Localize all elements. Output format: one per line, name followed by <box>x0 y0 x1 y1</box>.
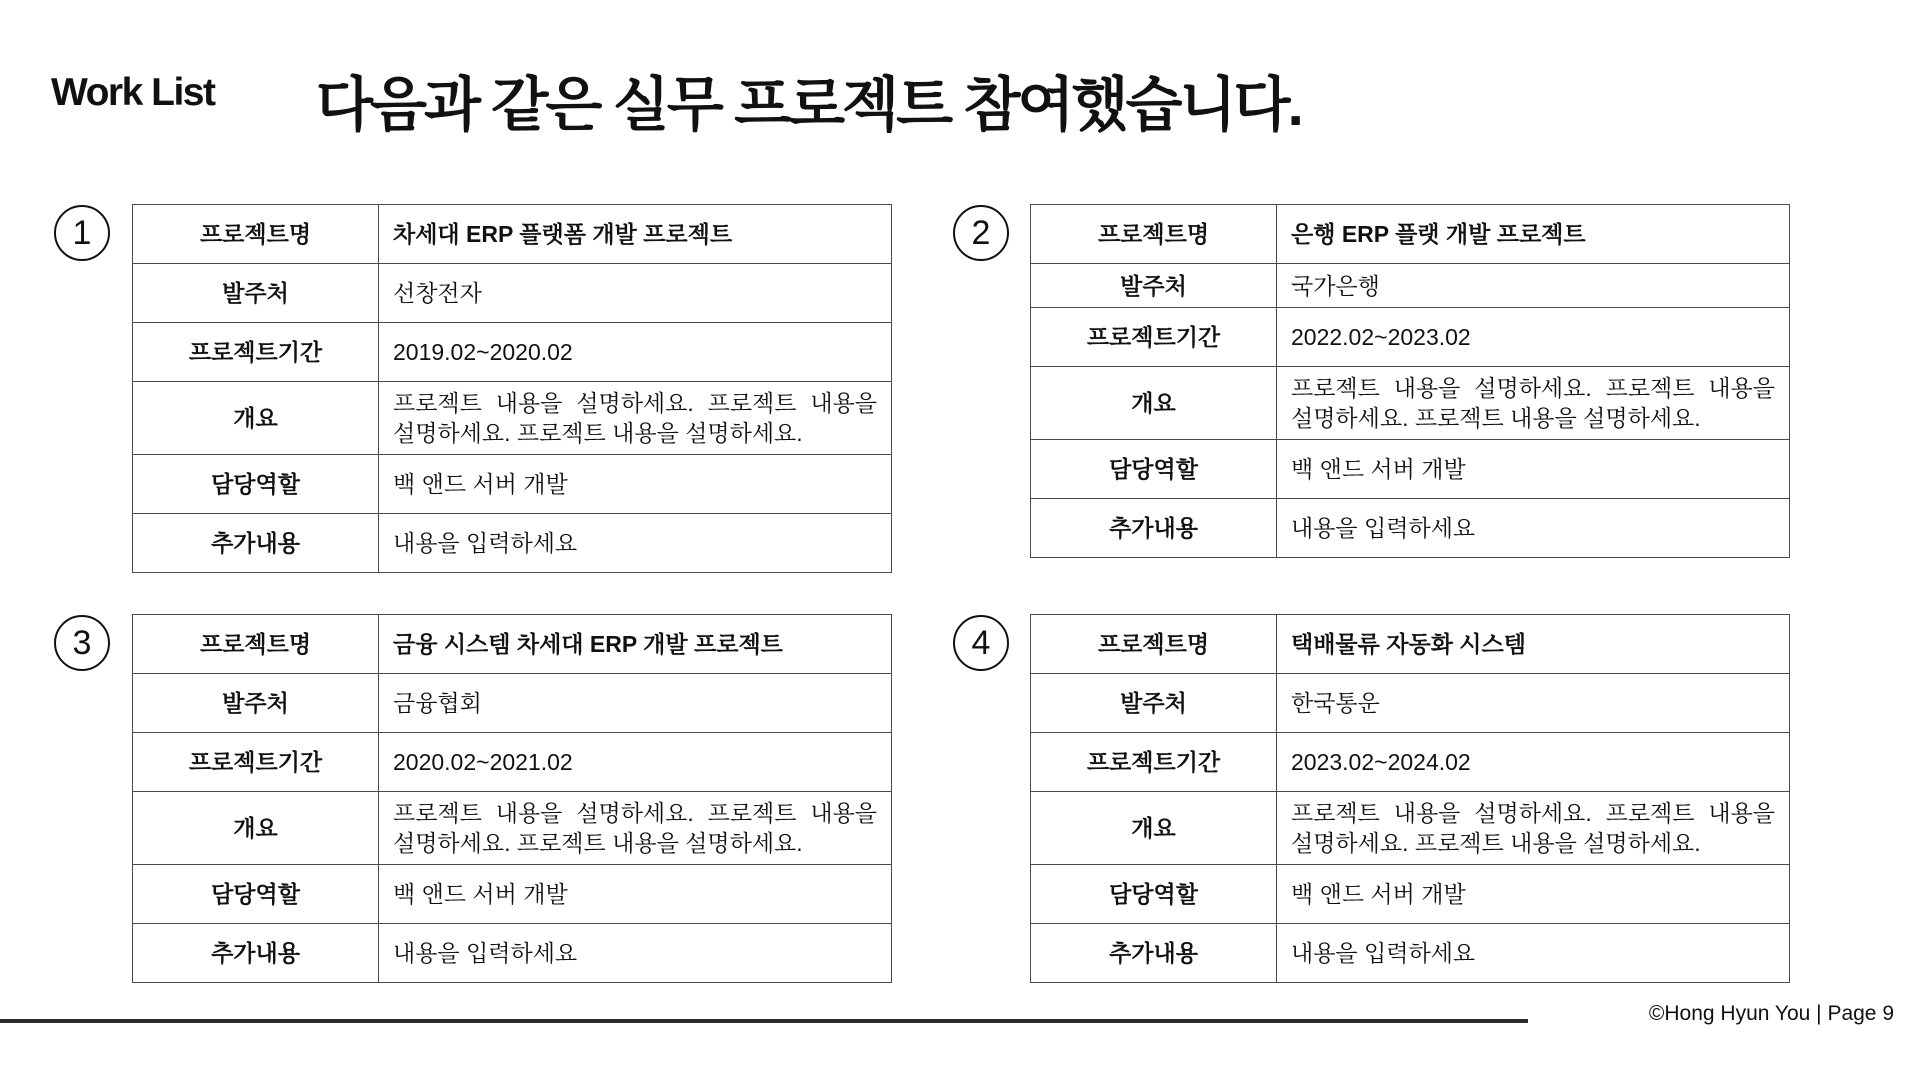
project-number-badge: 4 <box>953 615 1009 671</box>
extra-value: 내용을 입력하세요 <box>379 924 892 983</box>
period-value: 2023.02~2024.02 <box>1277 733 1790 792</box>
period-value: 2020.02~2021.02 <box>379 733 892 792</box>
period-label: 프로젝트기간 <box>1031 308 1277 367</box>
page-headline: 다음과 같은 실무 프로젝트 참여했습니다. <box>316 72 1301 138</box>
client-value: 국가은행 <box>1277 264 1790 308</box>
footer-divider <box>0 1019 1528 1023</box>
role-label: 담당역할 <box>1031 865 1277 924</box>
table-row <box>1031 615 1790 674</box>
extra-value: 내용을 입력하세요 <box>1277 924 1790 983</box>
project-table <box>132 614 892 983</box>
role-value: 백 앤드 서버 개발 <box>379 455 892 514</box>
project-name-value: 택배물류 자동화 시스템 <box>1277 615 1790 674</box>
project-name-label: 프로젝트명 <box>133 205 379 264</box>
table-row <box>1031 865 1790 924</box>
period-value: 2019.02~2020.02 <box>379 323 892 382</box>
client-label: 발주처 <box>133 674 379 733</box>
overview-value: 프로젝트 내용을 설명하세요. 프로젝트 내용을 설명하세요. 프로젝트 내용을 설명하세요. <box>1277 792 1790 865</box>
table-row <box>133 455 892 514</box>
role-label: 담당역할 <box>133 455 379 514</box>
table-row <box>1031 440 1790 499</box>
table-row <box>1031 499 1790 558</box>
extra-label: 추가내용 <box>133 924 379 983</box>
table-row <box>133 924 892 983</box>
project-name-value: 차세대 ERP 플랫폼 개발 프로젝트 <box>379 205 892 264</box>
project-number-badge: 3 <box>54 615 110 671</box>
table-row <box>1031 792 1790 865</box>
project-name-label: 프로젝트명 <box>1031 615 1277 674</box>
table-row <box>133 615 892 674</box>
project-name-value: 금융 시스템 차세대 ERP 개발 프로젝트 <box>379 615 892 674</box>
overview-label: 개요 <box>1031 792 1277 865</box>
overview-label: 개요 <box>133 792 379 865</box>
extra-value: 내용을 입력하세요 <box>379 514 892 573</box>
client-label: 발주처 <box>1031 674 1277 733</box>
table-row <box>1031 924 1790 983</box>
table-row <box>133 264 892 323</box>
extra-label: 추가내용 <box>133 514 379 573</box>
table-row <box>1031 674 1790 733</box>
period-value: 2022.02~2023.02 <box>1277 308 1790 367</box>
extra-value: 내용을 입력하세요 <box>1277 499 1790 558</box>
project-name-label: 프로젝트명 <box>1031 205 1277 264</box>
client-label: 발주처 <box>1031 264 1277 308</box>
table-row <box>133 382 892 455</box>
overview-label: 개요 <box>1031 367 1277 440</box>
project-name-value: 은행 ERP 플랫 개발 프로젝트 <box>1277 205 1790 264</box>
overview-label: 개요 <box>133 382 379 455</box>
table-row <box>1031 733 1790 792</box>
table-row <box>133 674 892 733</box>
table-row <box>1031 367 1790 440</box>
period-label: 프로젝트기간 <box>133 323 379 382</box>
role-label: 담당역할 <box>1031 440 1277 499</box>
client-value: 선창전자 <box>379 264 892 323</box>
table-row <box>133 323 892 382</box>
role-label: 담당역할 <box>133 865 379 924</box>
project-table <box>1030 204 1790 558</box>
overview-value: 프로젝트 내용을 설명하세요. 프로젝트 내용을 설명하세요. 프로젝트 내용을 설명하세요. <box>379 792 892 865</box>
role-value: 백 앤드 서버 개발 <box>1277 440 1790 499</box>
role-value: 백 앤드 서버 개발 <box>1277 865 1790 924</box>
project-number-badge: 1 <box>54 205 110 261</box>
overview-value: 프로젝트 내용을 설명하세요. 프로젝트 내용을 설명하세요. 프로젝트 내용을 설명하세요. <box>1277 367 1790 440</box>
period-label: 프로젝트기간 <box>133 733 379 792</box>
table-row <box>133 205 892 264</box>
project-table <box>132 204 892 573</box>
table-row <box>133 865 892 924</box>
table-row <box>1031 264 1790 308</box>
table-row <box>133 514 892 573</box>
table-row <box>133 733 892 792</box>
table-row <box>133 792 892 865</box>
role-value: 백 앤드 서버 개발 <box>379 865 892 924</box>
table-row <box>1031 308 1790 367</box>
period-label: 프로젝트기간 <box>1031 733 1277 792</box>
project-table <box>1030 614 1790 983</box>
client-label: 발주처 <box>133 264 379 323</box>
overview-value: 프로젝트 내용을 설명하세요. 프로젝트 내용을 설명하세요. 프로젝트 내용을 설명하세요. <box>379 382 892 455</box>
footer-page-info: ©Hong Hyun You | Page 9 <box>1648 1002 1894 1025</box>
extra-label: 추가내용 <box>1031 924 1277 983</box>
client-value: 금융협회 <box>379 674 892 733</box>
table-row <box>1031 205 1790 264</box>
client-value: 한국통운 <box>1277 674 1790 733</box>
project-number-badge: 2 <box>953 205 1009 261</box>
extra-label: 추가내용 <box>1031 499 1277 558</box>
project-name-label: 프로젝트명 <box>133 615 379 674</box>
section-label: Work List <box>51 71 215 114</box>
